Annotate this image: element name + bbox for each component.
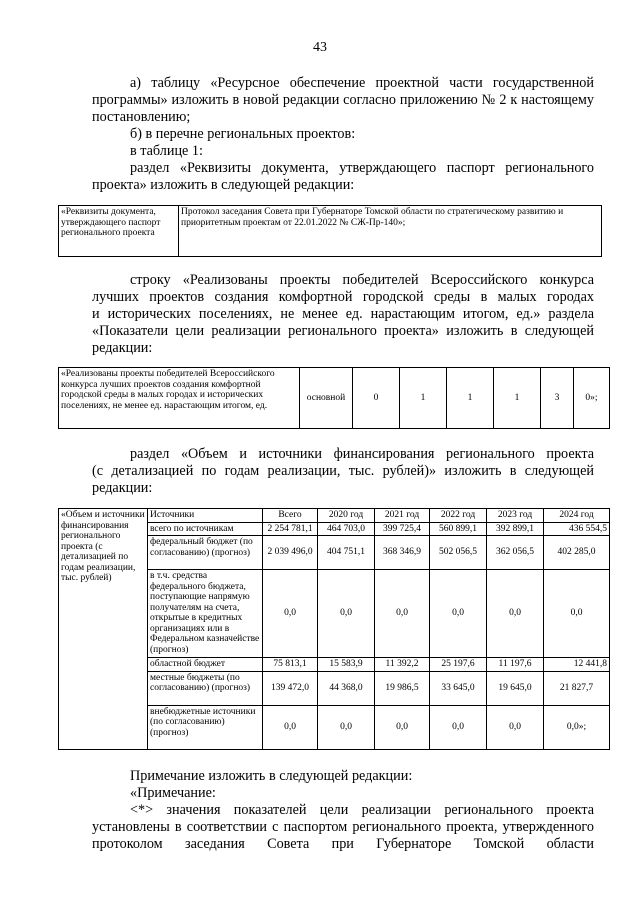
indicator-name-cell: «Реализованы проекты победителей Всероссийского конкурса лучших проектов создания комфортной городской среды в малых городах и исторических поселениях, не менее ед. нарастающим итогом, ед. [59, 368, 300, 429]
financing-source-cell: всего по источникам [148, 522, 263, 536]
financing-header-cell: 2022 год [430, 509, 487, 523]
note-line5: протоколом заседания Совета при Губернаторе Томской области [92, 836, 594, 852]
razdel-line2: проекта» изложить в следующей редакции: [92, 177, 355, 193]
razdel2-line1: раздел «Объем и источники финансирования регионального проекта [130, 446, 594, 462]
razdel2-line3: редакции: [92, 480, 153, 496]
financing-value-cell: 0,0 [487, 570, 544, 658]
financing-value-cell: 15 583,9 [318, 658, 375, 672]
indicator-value-cell: 1 [447, 368, 494, 429]
financing-value-cell: 19 986,5 [375, 671, 430, 705]
financing-value-cell: 0,0»; [544, 705, 610, 749]
financing-value-cell: 75 813,1 [263, 658, 318, 672]
note-line1: Примечание изложить в следующей редакции: [130, 768, 413, 784]
financing-source-cell: местные бюджеты (по согласованию) (прогноз) [148, 671, 263, 705]
intro-a-line1: а) таблицу «Ресурсное обеспечение проектной части государственной [130, 75, 594, 91]
financing-value-cell: 0,0 [487, 705, 544, 749]
financing-header-cell: 2020 год [318, 509, 375, 523]
financing-value-cell: 464 703,0 [318, 522, 375, 536]
razdel-line1: раздел «Реквизиты документа, утверждающего паспорт регионального [130, 160, 594, 176]
financing-table [58, 508, 610, 750]
indicator-value-cell: 1 [494, 368, 541, 429]
financing-value-cell: 436 554,5 [544, 522, 610, 536]
requisites-left-cell: «Реквизиты документа, утверждающего паспорт регионального проекта [59, 206, 179, 257]
financing-header-cell: Источники [148, 509, 263, 523]
financing-source-cell: областной бюджет [148, 658, 263, 672]
financing-value-cell: 0,0 [375, 705, 430, 749]
razdel2-line2: (с детализацией по годам реализации, тыс. рублей)» изложить в следующей [92, 463, 594, 479]
stroku-line5: редакции: [92, 340, 153, 356]
stroku-line2: лучших проектов создания комфортной городской среды в малых городах [92, 289, 594, 305]
financing-value-cell: 0,0 [318, 705, 375, 749]
financing-value-cell: 139 472,0 [263, 671, 318, 705]
requisites-table [58, 205, 602, 257]
financing-value-cell: 21 827,7 [544, 671, 610, 705]
financing-value-cell: 2 254 781,1 [263, 522, 318, 536]
indicator-value-cell: 1 [400, 368, 447, 429]
financing-value-cell: 560 899,1 [430, 522, 487, 536]
financing-value-cell: 0,0 [318, 570, 375, 658]
financing-source-cell: в т.ч. средства федерального бюджета, поступающие напрямую получателям на счета, открытые в кредитных организациях или в Федеральном казначействе (прогноз) [148, 570, 263, 658]
note-line2: «Примечание: [130, 785, 216, 801]
financing-value-cell: 0,0 [544, 570, 610, 658]
financing-value-cell: 11 392,2 [375, 658, 430, 672]
financing-value-cell: 25 197,6 [430, 658, 487, 672]
financing-value-cell: 402 285,0 [544, 536, 610, 570]
indicator-value-cell: 3 [541, 368, 574, 429]
intro-b-line: б) в перечне региональных проектов: [130, 126, 356, 142]
intro-a-line2: программы» изложить в новой редакции согласно приложению № 2 к настоящему [92, 92, 594, 108]
financing-value-cell: 502 056,5 [430, 536, 487, 570]
intro-a-line3: постановлению; [92, 109, 191, 125]
intro-table1-line: в таблице 1: [130, 143, 203, 159]
financing-value-cell: 12 441,8 [544, 658, 610, 672]
financing-value-cell: 0,0 [263, 705, 318, 749]
indicator-type-cell: основной [300, 368, 353, 429]
financing-value-cell: 0,0 [430, 705, 487, 749]
financing-value-cell: 19 645,0 [487, 671, 544, 705]
financing-value-cell: 404 751,1 [318, 536, 375, 570]
stroku-line4: «Показатели цели реализации регионального проекта» изложить в следующей [92, 323, 594, 339]
financing-value-cell: 392 899,1 [487, 522, 544, 536]
indicator-value-cell: 0 [353, 368, 400, 429]
financing-header-cell: 2021 год [375, 509, 430, 523]
indicator-value-cell: 0»; [574, 368, 610, 429]
financing-value-cell: 33 645,0 [430, 671, 487, 705]
financing-left-label: «Объем и источники финансирования регионального проекта (с детализацией по годам реализации, тыс. рублей) [59, 509, 148, 750]
financing-header-cell: Всего [263, 509, 318, 523]
financing-value-cell: 0,0 [430, 570, 487, 658]
financing-source-cell: внебюджетные источники (по согласованию) (прогноз) [148, 705, 263, 749]
financing-value-cell: 0,0 [375, 570, 430, 658]
indicator-table [58, 367, 610, 429]
financing-header-cell: 2023 год [487, 509, 544, 523]
requisites-right-cell: Протокол заседания Совета при Губернаторе Томской области по стратегическому развитию и приоритетным проектам от 22.01.2022 № СЖ-Пр-140»; [179, 206, 602, 257]
financing-value-cell: 399 725,4 [375, 522, 430, 536]
financing-header-cell: 2024 год [544, 509, 610, 523]
financing-value-cell: 362 056,5 [487, 536, 544, 570]
financing-value-cell: 368 346,9 [375, 536, 430, 570]
stroku-line3: и исторических поселениях, не менее ед. нарастающим итогом, ед.» раздела [92, 306, 594, 322]
financing-value-cell: 2 039 496,0 [263, 536, 318, 570]
financing-value-cell: 11 197,6 [487, 658, 544, 672]
financing-source-cell: федеральный бюджет (по согласованию) (прогноз) [148, 536, 263, 570]
note-line3: <*> значения показателей цели реализации регионального проекта [130, 802, 594, 818]
note-line4: установлены в соответствии с паспортом регионального проекта, утвержденного [92, 819, 594, 835]
stroku-line1: строку «Реализованы проекты победителей Всероссийского конкурса [130, 272, 594, 288]
financing-value-cell: 0,0 [263, 570, 318, 658]
page-number: 43 [313, 40, 327, 55]
financing-value-cell: 44 368,0 [318, 671, 375, 705]
